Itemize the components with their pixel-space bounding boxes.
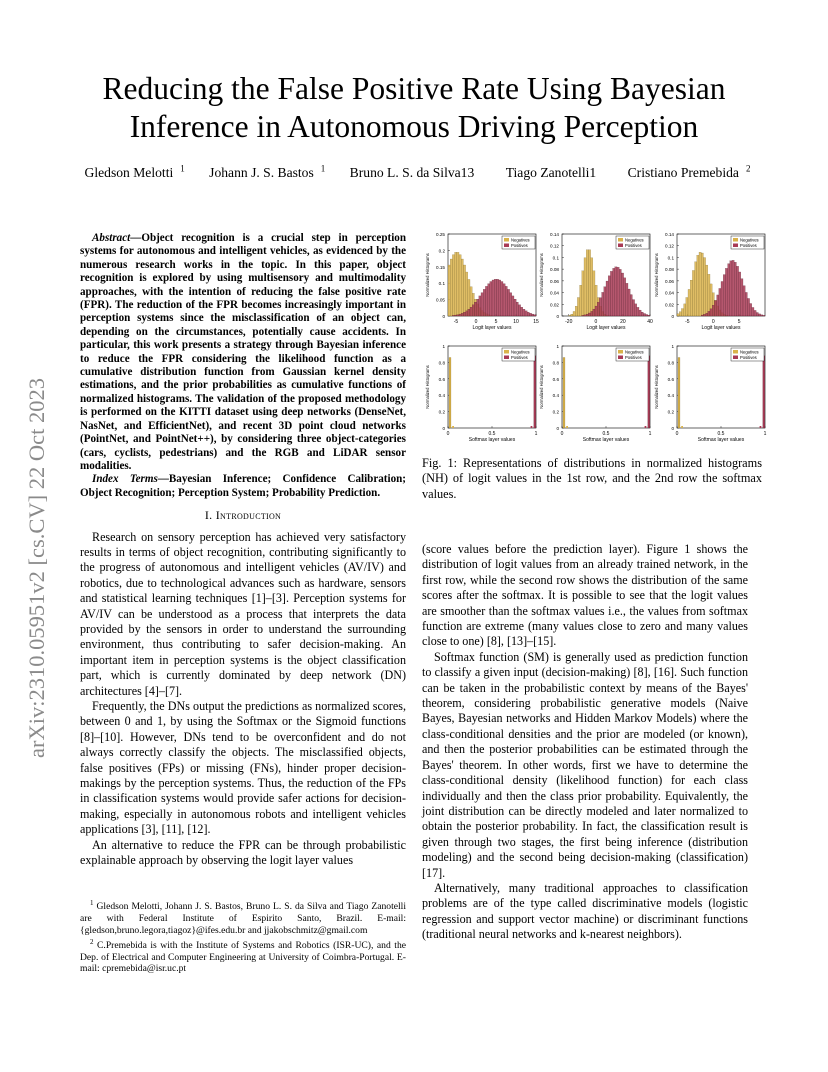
positives-bar [481, 293, 483, 316]
y-axis-label: Normalized Histograms [425, 365, 430, 409]
positives-bar [595, 306, 597, 316]
positives-bar [514, 299, 516, 316]
legend-label-positives: Positives [625, 242, 642, 248]
positives-bar [582, 315, 584, 316]
legend-swatch-positives [733, 244, 738, 248]
positives-bar [703, 314, 705, 316]
positives-bar [523, 309, 525, 316]
negatives-bar [455, 252, 457, 316]
y-tick-label: 0.08 [665, 267, 674, 273]
positives-bar [455, 315, 457, 316]
positives-bar [461, 313, 463, 316]
positives-bar [648, 356, 650, 428]
negatives-bar [566, 426, 568, 428]
negatives-bar [681, 426, 683, 428]
positives-bar [591, 311, 593, 316]
x-tick-label: 0.5 [602, 431, 610, 437]
footnotes [80, 898, 406, 975]
x-tick-label: 20 [620, 319, 626, 325]
negatives-bar [577, 298, 579, 316]
x-tick-label: 10 [513, 319, 519, 325]
arxiv-sidebar [22, 288, 52, 758]
y-axis-label: Normalized Histograms [539, 253, 544, 297]
negatives-bar [466, 272, 468, 316]
negatives-bar [678, 357, 680, 428]
figure-caption: Fig. 1: Representations of distributions in normalized histograms (NH) of logit values in the 1st row, and the 2nd row the softmax values. [422, 456, 762, 501]
positives-bar [532, 314, 534, 316]
positives-bar [635, 304, 637, 316]
positives-bar [613, 268, 615, 316]
x-axis-label: Logit layer values [701, 325, 741, 331]
y-tick-label: 1 [556, 344, 559, 349]
positives-bar [747, 298, 749, 316]
legend-swatch-positives [618, 244, 623, 248]
positives-bar [734, 262, 736, 316]
negatives-bar [450, 259, 452, 316]
positives-bar [466, 311, 468, 316]
positives-bar [505, 286, 507, 316]
positives-bar [457, 315, 459, 316]
intro-paragraph-2: Frequently, the DNs output the predictions as normalized scores, between 0 and 1, by using the Softmax or the Sigmoid functions [8]–[10]. However, DNs tend to be overconfident and do not always correctly classify the objects. The misclassified objects, false positives (FPs) or missing (FNs), hinder proper decision-makings by the perception systems. Thus, the reduction of the FPs in classification systems would provide safer actions for decision-making, especially in autonomous robots and intelligent vehicles applications [3], [11], [12]. [80, 699, 406, 837]
x-tick-label: 5 [737, 319, 741, 325]
positives-bar [761, 315, 763, 316]
y-tick-label: 0 [556, 426, 559, 431]
positives-bar [763, 315, 765, 316]
negatives-bar [461, 259, 463, 316]
positives-bar [477, 299, 479, 316]
positives-bar [728, 264, 730, 316]
legend-label-positives: Positives [740, 242, 757, 248]
negatives-bar [569, 315, 571, 316]
positives-bar [610, 271, 612, 316]
legend-swatch-positives [733, 356, 738, 360]
y-tick-label: 0.6 [667, 376, 674, 382]
x-tick-label: -5 [453, 319, 459, 325]
negatives-bar [463, 265, 465, 316]
positives-bar [599, 298, 601, 316]
y-tick-label: 0.02 [665, 302, 674, 308]
x-axis-label: Softmax layer values [468, 437, 516, 443]
positives-bar [710, 309, 712, 316]
figure-1 [422, 226, 767, 452]
positives-bar [745, 292, 747, 316]
negatives-bar [684, 304, 686, 316]
positives-bar [712, 305, 714, 316]
positives-bar [525, 311, 527, 316]
positives-bar [512, 296, 514, 316]
negatives-bar [580, 285, 582, 316]
positives-bar [608, 276, 610, 316]
x-tick-label: 0 [594, 319, 598, 325]
positives-bar [470, 307, 472, 316]
x-tick-label: -20 [565, 319, 573, 325]
x-axis-label: Softmax layer values [582, 437, 630, 443]
y-tick-label: 0.6 [552, 376, 559, 382]
positives-bar [706, 313, 708, 316]
y-tick-label: 0.04 [665, 290, 674, 296]
intro-paragraph-1: Research on sensory perception has achieved very satisfactory results in terms of object recognition, contributing significantly to the progress of autonomous and intelligent vehicles (AV/IV) and robotics, due to technological advances such as hardware, sensors and statistical learning techniques [1]–[3]. Perception systems for AV/IV can be understood as a process that interprets the data provided by the sensors in order to understand the surrounding environment, thus contributing to safer decision-making. An important item in perception systems is the object classification part, which is currently dominated by deep network (DN) architectures [4]–[7]. [80, 529, 406, 698]
positives-bar [750, 303, 752, 316]
positives-bar [496, 279, 498, 316]
y-tick-label: 0 [671, 426, 674, 431]
positives-bar [516, 302, 518, 316]
y-tick-label: 0.4 [667, 393, 674, 399]
positives-bar [606, 281, 608, 316]
y-tick-label: 0 [442, 426, 445, 431]
positives-bar [721, 281, 723, 316]
positives-bar [741, 279, 743, 316]
positives-bar [588, 313, 590, 316]
negatives-bar [575, 306, 577, 316]
y-tick-label: 0.06 [665, 278, 674, 284]
legend-label-negatives: Negatives [740, 237, 759, 243]
positives-bar [615, 267, 617, 316]
right-paragraph-3: Alternatively, many traditional approaches to classification problems are of the type called discriminative models (logistic regression and support vector machine) or discriminant functions (traditional neural networks and k-nearest neighbors). [422, 880, 748, 942]
positives-bar [632, 300, 634, 316]
x-tick-label: -5 [685, 319, 690, 325]
negatives-bar [563, 357, 565, 428]
legend-label-negatives: Negatives [625, 349, 644, 355]
y-axis-label: Normalized Histograms [539, 365, 544, 409]
x-tick-label: 0 [560, 431, 564, 437]
negatives-bar [584, 258, 586, 316]
positives-bar [708, 311, 710, 316]
negatives-bar [701, 253, 703, 316]
x-tick-label: 15 [533, 319, 539, 325]
positives-bar [503, 284, 505, 316]
legend-swatch-positives [618, 356, 623, 360]
positives-bar [593, 309, 595, 316]
positives-bar [474, 302, 476, 316]
y-tick-label: 0.2 [438, 409, 445, 415]
positives-bar [510, 293, 512, 316]
y-tick-label: 0.12 [665, 243, 674, 249]
x-tick-label: 0 [474, 319, 478, 325]
negatives-bar [457, 252, 459, 316]
legend-swatch-positives [504, 244, 509, 248]
positives-bar [617, 267, 619, 316]
negatives-bar [452, 426, 454, 428]
legend-swatch-positives [504, 356, 509, 360]
y-tick-label: 0.02 [550, 302, 559, 308]
negatives-bar [677, 314, 679, 316]
right-column [422, 542, 748, 943]
author: Johann J. S. Bastos $^1$ [209, 163, 326, 180]
negatives-bar [692, 270, 694, 316]
y-tick-label: 0.14 [550, 232, 559, 237]
positives-bar [483, 289, 485, 316]
y-tick-label: 0.2 [552, 409, 559, 415]
y-tick-label: 0.2 [438, 248, 445, 254]
positives-bar [494, 279, 496, 316]
author: Cristiano Premebida $^2$ [627, 163, 751, 180]
negatives-bar [686, 297, 688, 316]
legend-swatch-negatives [618, 350, 623, 354]
negatives-bar [708, 274, 710, 316]
negatives-bar [690, 280, 692, 316]
positives-bar [643, 314, 645, 316]
right-paragraph-2: Softmax function (SM) is generally used as prediction function to classify a given input (decision-making) [8], [16]. Such function can be taken in the probabilistic context by means of the Bayes' theorem, considering probabilistic generative models (Naive Bayes, Bayesian networks and Hidden Markov Models) where the class-conditional densities and the prior are modeled (or known), and then the posterior probabilities can be estimated through the Bayes' theorem. In other words, first we have to determine the class-conditional density (likelihood function) for each class individually and then the class prior probability. Equivalently, the joint distribution can be directly modeled and later normalized to obtain the posterior probability. In fact, the classification result is given through two stages, the first being inference (distribution modeling) and the second being decision-making (classification) [17]. [422, 649, 748, 880]
author: Tiago Zanotelli1 [505, 164, 597, 180]
x-tick-label: 0.5 [488, 431, 496, 437]
positives-bar [725, 268, 727, 316]
index-terms: Index Terms—Bayesian Inference; Confidence Calibration; Object Recognition; Perception System; Probability Prediction. [80, 473, 406, 499]
positives-bar [485, 286, 487, 316]
positives-bar [604, 287, 606, 316]
x-tick-label: 0 [446, 431, 450, 437]
right-paragraph-1: (score values before the prediction layer). Figure 1 shows the distribution of logit values from an already trained network, in the first row, while the second row shows the distribution of the same scores after the softmax. It is possible to see that the logit values are smoother than the softmax values i.e., the values from softmax function are extreme (many values close to zero and many values close to one) [8], [13]–[15]. [422, 542, 748, 649]
y-axis-label: Normalized Histograms [654, 253, 659, 297]
positives-bar [499, 280, 501, 316]
footnote-1: $^1$ Gledson Melotti, Johann J. S. Bastos, Bruno L. S. da Silva and Tiago Zanotelli are with Federal Institute of Espirito Santo, Brazil. E-mail: {gledson,bruno.legora,tiagoz}@ifes.edu.br and jjakobschmitz@gmail.com [80, 899, 406, 936]
legend-label-negatives: Negatives [511, 237, 530, 243]
positives-bar [534, 356, 536, 428]
positives-bar [527, 312, 529, 316]
positives-bar [752, 307, 754, 316]
footnote-2: $^2$ C.Premebida is with the Institute of Systems and Robotics (ISR-UC), and the Dep. of Electrical and Computer Engineering at University of Coimbra-Portugal. E-mail: cpremebida@isr.uc.pt [80, 937, 406, 975]
positives-bar [714, 301, 716, 316]
positives-bar [459, 314, 461, 316]
positives-bar [529, 313, 531, 316]
positives-bar [758, 314, 760, 316]
author: Bruno L. S. da Silva13 [349, 164, 475, 180]
negatives-bar [573, 311, 575, 316]
legend-swatch-negatives [733, 238, 738, 242]
positives-bar [490, 282, 492, 316]
x-tick-label: 1 [763, 431, 767, 437]
negatives-bar [586, 250, 588, 316]
left-column [80, 232, 406, 868]
positives-bar [507, 289, 509, 316]
negatives-bar [699, 252, 701, 316]
positives-bar [492, 280, 494, 316]
y-tick-label: 0 [671, 314, 674, 319]
y-tick-label: 0.4 [438, 393, 445, 399]
author: Gledson Melotti $^1$ [84, 163, 185, 180]
legend-label-positives: Positives [511, 242, 528, 248]
positives-bar [701, 315, 703, 316]
positives-bar [619, 269, 621, 316]
positives-bar [628, 289, 630, 316]
positives-bar [624, 278, 626, 316]
positives-bar [648, 315, 650, 316]
positives-bar [452, 315, 454, 316]
y-tick-label: 0.08 [550, 267, 559, 273]
positives-bar [584, 315, 586, 316]
legend-swatch-negatives [618, 238, 623, 242]
positives-bar [630, 295, 632, 316]
negatives-bar [695, 262, 697, 316]
x-axis-label: Softmax layer values [697, 437, 745, 443]
index-terms-label: Index Terms [92, 473, 158, 486]
y-tick-label: 0.2 [667, 409, 674, 415]
positives-bar [626, 283, 628, 316]
y-tick-label: 0.04 [550, 290, 559, 296]
legend-label-positives: Positives [625, 354, 642, 360]
legend-swatch-negatives [504, 238, 509, 242]
x-tick-label: 0.5 [717, 431, 725, 437]
x-axis-label: Logit layer values [586, 325, 626, 331]
negatives-bar [703, 258, 705, 316]
y-tick-label: 0.4 [552, 393, 559, 399]
x-tick-label: 40 [647, 319, 653, 325]
negatives-bar [452, 255, 454, 316]
legend-label-negatives: Negatives [740, 349, 759, 355]
abstract-label: Abstract [92, 232, 131, 244]
negatives-bar [679, 312, 681, 316]
abstract: Abstract—Object recognition is a crucial step in perception systems for autonomous and intelligent vehicles, as evidenced by the numerous research works in the topic. In this paper, object recognition is explored by using multisensory and multimodality approaches, with the intention of reducing the false positive rate (FPR). The reduction of the FPR becomes increasingly important in perception systems since the misclassification of an object can, depending on the circumstances, potentially cause accidents. In particular, this work presents a strategy through Bayesian inference to reduce the FPR considering the likelihood function as a cumulative distribution function from Gaussian kernel density estimations, and the prior probabilities as cumulative functions of normalized histograms. The validation of the proposed methodology is performed on the KITTI dataset using deep networks (DenseNet, NasNet, and EfficientNet), and recent 3D point cloud networks (PointNet, and PointNet++), by considering three object-categories (cars, cyclists, pedestrians) and the RGB and LiDAR sensor modalities. [80, 232, 406, 472]
positives-bar [621, 273, 623, 316]
negatives-bar [448, 265, 450, 316]
positives-bar [645, 426, 647, 428]
positives-bar [586, 314, 588, 316]
legend-swatch-negatives [504, 350, 509, 354]
positives-bar [760, 426, 762, 428]
x-axis-label: Logit layer values [472, 325, 512, 331]
negatives-bar [681, 309, 683, 316]
y-tick-label: 0 [442, 314, 445, 319]
positives-bar [602, 292, 604, 316]
y-tick-label: 0 [556, 314, 559, 319]
y-tick-label: 0.1 [667, 255, 674, 261]
x-tick-label: 0 [711, 319, 715, 325]
legend-swatch-negatives [733, 350, 738, 354]
paper-title: Reducing the False Positive Rate Using Bayesian Inference in Autonomous Driving Perception [102, 71, 726, 144]
negatives-bar [591, 258, 593, 316]
negatives-bar [588, 250, 590, 316]
negatives-bar [688, 289, 690, 316]
positives-bar [743, 286, 745, 316]
positives-bar [479, 296, 481, 316]
x-tick-label: 1 [648, 431, 652, 437]
negatives-bar [449, 357, 451, 428]
positives-bar [472, 305, 474, 316]
negatives-bar [706, 265, 708, 316]
y-tick-label: 0.1 [438, 281, 445, 287]
y-tick-label: 1 [671, 344, 674, 349]
positives-bar [736, 266, 738, 316]
x-tick-label: 5 [494, 319, 498, 325]
positives-bar [463, 312, 465, 316]
legend-label-negatives: Negatives [625, 237, 644, 243]
positives-bar [730, 261, 732, 316]
y-tick-label: 0.6 [438, 376, 445, 382]
histogram-grid [422, 226, 767, 452]
positives-bar [501, 282, 503, 316]
positives-bar [646, 314, 648, 316]
negatives-bar [571, 314, 573, 316]
positives-bar [719, 288, 721, 316]
positives-bar [717, 295, 719, 316]
positives-bar [763, 356, 765, 428]
y-tick-label: 0.1 [552, 255, 559, 261]
y-axis-label: Normalized Histograms [654, 365, 659, 409]
positives-bar [518, 305, 520, 316]
intro-paragraph-3: An alternative to reduce the FPR can be through probabilistic explainable approach by observing the logit layer values [80, 837, 406, 868]
y-tick-label: 1 [442, 344, 445, 349]
y-tick-label: 0.06 [550, 278, 559, 284]
positives-bar [732, 260, 734, 316]
y-tick-label: 0.8 [667, 360, 674, 366]
legend-label-positives: Positives [740, 354, 757, 360]
y-tick-label: 0.8 [552, 360, 559, 366]
legend-label-negatives: Negatives [511, 349, 530, 355]
y-tick-label: 0.14 [665, 232, 674, 237]
negatives-bar [697, 255, 699, 316]
y-axis-label: Normalized Histograms [425, 253, 430, 297]
y-tick-label: 0.8 [438, 360, 445, 366]
author-list [60, 163, 768, 181]
positives-bar [641, 312, 643, 316]
positives-bar [637, 307, 639, 316]
y-tick-label: 0.15 [436, 264, 445, 270]
positives-bar [639, 310, 641, 316]
y-tick-label: 0.05 [436, 297, 445, 303]
legend-label-positives: Positives [511, 354, 528, 360]
negatives-bar [582, 271, 584, 316]
positives-bar [531, 426, 533, 428]
x-tick-label: 0 [675, 431, 679, 437]
y-tick-label: 0.25 [436, 232, 445, 237]
positives-bar [723, 275, 725, 316]
x-tick-label: 1 [534, 431, 538, 437]
positives-bar [739, 272, 741, 316]
positives-bar [488, 284, 490, 316]
positives-bar [756, 313, 758, 316]
arxiv-identifier: arXiv:2310.05951v2 [cs.CV] 22 Oct 2023 [24, 378, 49, 758]
positives-bar [468, 309, 470, 316]
positives-bar [754, 310, 756, 316]
negatives-bar [459, 255, 461, 316]
positives-bar [521, 307, 523, 316]
section-heading: I. Introduction [204, 508, 282, 523]
positives-bar [597, 302, 599, 316]
positives-bar [534, 315, 536, 316]
y-tick-label: 0.12 [550, 243, 559, 249]
